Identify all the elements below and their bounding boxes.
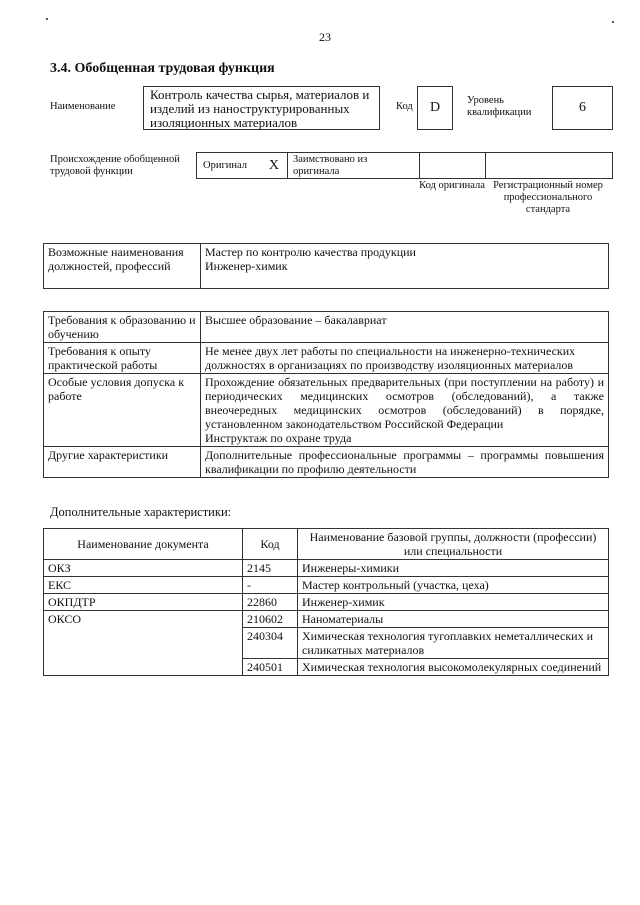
cell-name: Химическая технология тугоплавких неметаллических и силикатных материалов <box>298 628 609 659</box>
cell-code: 240304 <box>243 628 298 659</box>
name-label: Наименование <box>50 101 116 112</box>
cell-document: ЕКС <box>44 577 243 594</box>
original-mark: X <box>268 157 279 173</box>
origin-borrowed-cell: Заимствовано из оригинала <box>288 153 420 178</box>
qualification-level-label: Уровень квалификации <box>467 95 532 118</box>
function-code-box: D <box>417 86 453 130</box>
table-row <box>44 594 609 611</box>
cell-name: Инженеры-химики <box>298 560 609 577</box>
cell-code: 22860 <box>243 594 298 611</box>
requirements-table <box>43 311 609 478</box>
possible-names-values <box>201 244 609 289</box>
qualification-level-box: 6 <box>552 86 613 130</box>
additional-characteristics-table <box>43 528 609 676</box>
page-number: 23 <box>319 30 331 44</box>
section-title: 3.4. Обобщенная трудовая функция <box>50 61 275 76</box>
cell-name: Мастер контрольный (участка, цеха) <box>298 577 609 594</box>
table-row <box>44 312 609 343</box>
function-name-box: Контроль качества сырья, материалов и изделий из наноструктурированных изоляционных материалов <box>143 86 380 130</box>
caption-original-code: Код оригинала <box>419 180 485 191</box>
table-row <box>44 447 609 478</box>
requirement-label: Особые условия допуска к работе <box>44 374 201 447</box>
requirement-label: Другие характеристики <box>44 447 201 478</box>
cell-name: Наноматериалы <box>298 611 609 628</box>
cell-document: ОКПДТР <box>44 594 243 611</box>
table-row <box>44 374 609 447</box>
origin-label: Происхождение обобщенной трудовой функции <box>50 154 180 177</box>
registration-number-cell <box>486 153 612 178</box>
code-label: Код <box>396 101 413 112</box>
requirement-value <box>201 374 609 447</box>
possible-name-item: Инженер-химик <box>205 259 288 273</box>
column-header-name: Наименование базовой группы, должности (профессии) или специальности <box>298 529 609 560</box>
requirement-value: Дополнительные профессиональные программы – программы повышения квалификации по профилю деятельности <box>201 447 609 478</box>
cell-code: 240501 <box>243 659 298 676</box>
scan-speck <box>46 18 48 20</box>
requirement-label: Требования к образованию и обучению <box>44 312 201 343</box>
origin-original-cell <box>197 153 288 178</box>
requirement-value: Высшее образование – бакалавриат <box>201 312 609 343</box>
original-label: Оригинал <box>203 160 247 171</box>
original-code-cell <box>420 153 486 178</box>
possible-names-table <box>43 243 609 289</box>
table-row <box>44 560 609 577</box>
cell-document: ОКСО <box>44 611 243 676</box>
possible-name-item: Мастер по контролю качества продукции <box>205 245 416 259</box>
requirement-value: Не менее двух лет работы по специальности на инженерно-технических должностях в организациях по производству изоляционных материалов <box>201 343 609 374</box>
table-row <box>44 611 609 628</box>
column-header-document: Наименование документа <box>44 529 243 560</box>
requirement-label: Требования к опыту практической работы <box>44 343 201 374</box>
possible-names-label: Возможные наименования должностей, профессий <box>44 244 201 289</box>
cell-name: Химическая технология высокомолекулярных соединений <box>298 659 609 676</box>
additional-characteristics-label: Дополнительные характеристики: <box>50 505 232 519</box>
caption-registration-number: Регистрационный номер профессионального стандарта <box>493 180 603 215</box>
table-header-row <box>44 529 609 560</box>
column-header-code: Код <box>243 529 298 560</box>
cell-code: 2145 <box>243 560 298 577</box>
cell-code: 210602 <box>243 611 298 628</box>
requirement-value-line: Инструктаж по охране труда <box>205 431 352 445</box>
requirement-value-line: Прохождение обязательных предварительных (при поступлении на работу) и периодических медицинских осмотров (обследований), а также внеочередных медицинских осмотров (обследований) в порядке, установленном законодательством Российской Федерации <box>205 375 604 431</box>
origin-boxes <box>196 152 613 179</box>
table-row <box>44 244 609 289</box>
cell-code: - <box>243 577 298 594</box>
table-row <box>44 343 609 374</box>
cell-document: ОКЗ <box>44 560 243 577</box>
table-row <box>44 577 609 594</box>
cell-name: Инженер-химик <box>298 594 609 611</box>
scan-speck <box>612 21 614 23</box>
